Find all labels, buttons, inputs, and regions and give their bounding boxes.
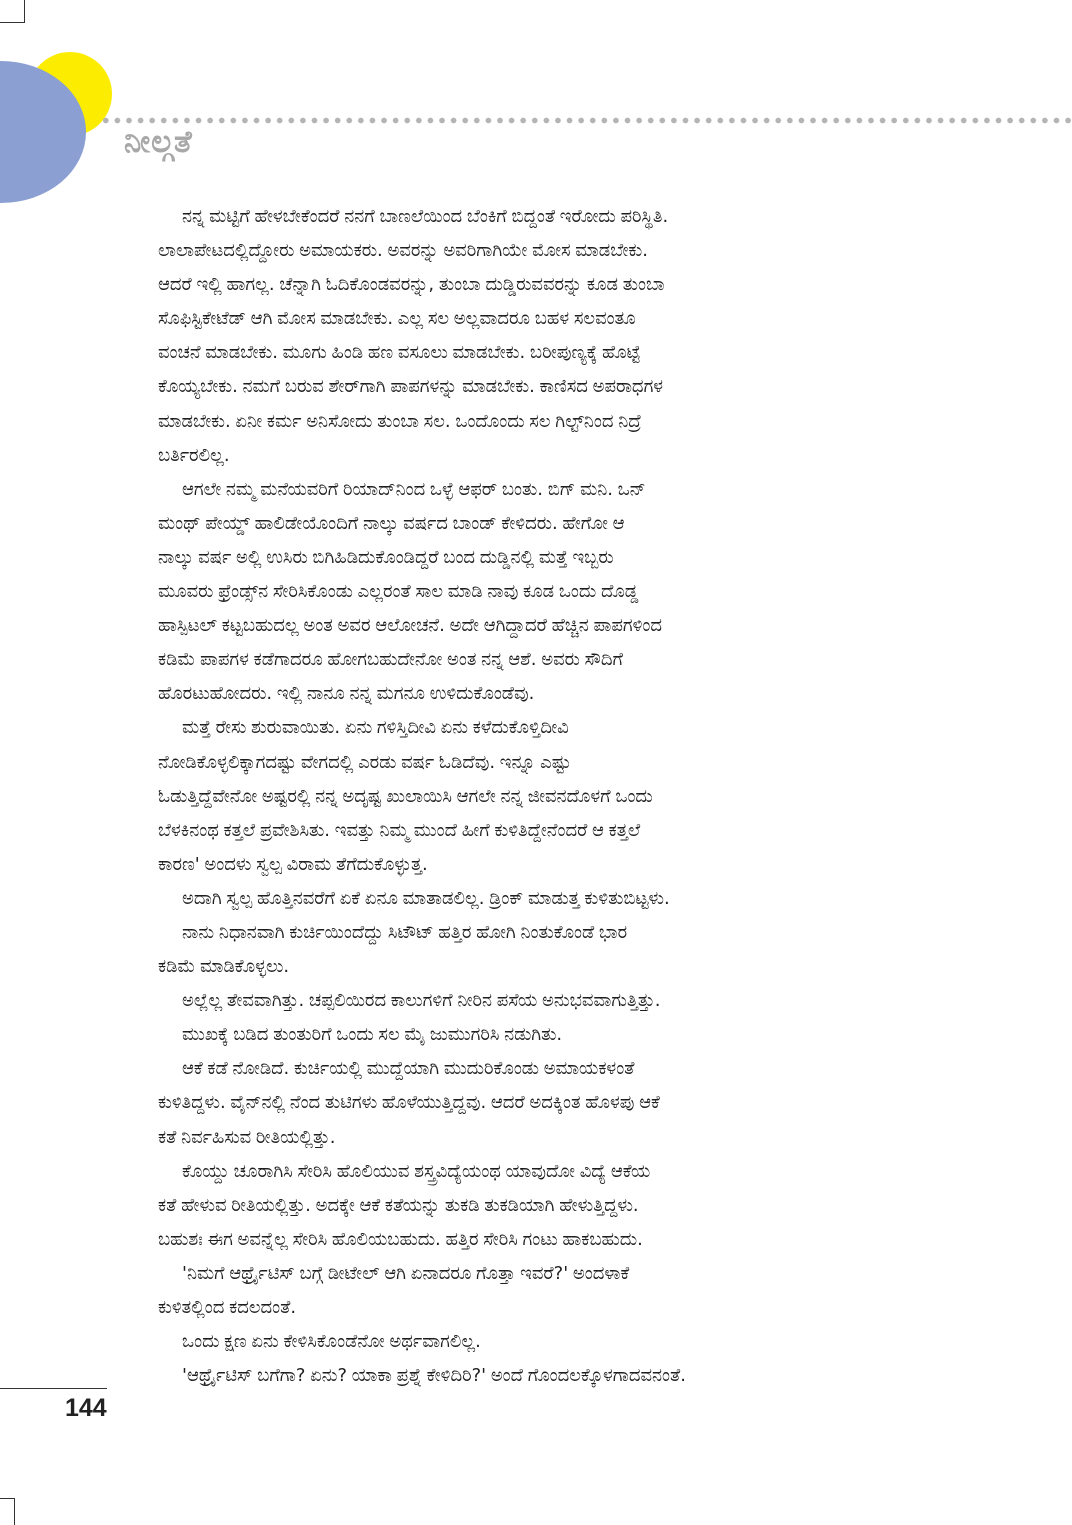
body-text-line: ನಾಲ್ಕು ವರ್ಷ ಅಲ್ಲಿ ಉಸಿರು ಬಿಗಿಹಿಡಿದುಕೊಂಡಿದ್ದರೆ ಬಂದ ದುಡ್ಡಿನಲ್ಲಿ ಮತ್ತೆ ಇಬ್ಬರು (158, 546, 614, 568)
body-text-line: 'ಆರ್ಥ್ರೈಟಿಸ್ ಬಗೆಗಾ? ಏನು? ಯಾಕಾ ಪ್ರಶ್ನೆ ಕೇಳಿದಿರಿ?' ಅಂದೆ ಗೊಂದಲಕ್ಕೊಳಗಾದವನಂತೆ. (182, 1365, 686, 1387)
crop-mark-top (0, 0, 25, 23)
body-text-line: ಕತೆ ಹೇಳುವ ರೀತಿಯಲ್ಲಿತ್ತು. ಅದಕ್ಕೇ ಆಕೆ ಕತೆಯನ್ನು ತುಕಡಿ ತುಕಡಿಯಾಗಿ ಹೇಳುತ್ತಿದ್ದಳು. (158, 1194, 639, 1216)
body-text-line: ಮುಖಕ್ಕೆ ಬಡಿದ ತುಂತುರಿಗೆ ಒಂದು ಸಲ ಮೈ ಜುಮುಗರಿಸಿ ನಡುಗಿತು. (182, 1024, 563, 1046)
body-text-line: 'ನಿಮಗೆ ಆರ್ಥ್ರೈಟಿಸ್ ಬಗ್ಗೆ ಡೀಟೇಲ್ ಆಗಿ ಏನಾದರೂ ಗೊತ್ತಾ ಇವರೆ?' ಅಂದಳಾಕೆ (182, 1262, 630, 1284)
body-text-line: ಮಾಡಬೇಕು. ಏನೀ ಕರ್ಮ ಅನಿಸೋದು ತುಂಬಾ ಸಲ. ಒಂದೊಂದು ಸಲ ಗಿಲ್ಟ್‌ನಿಂದ ನಿದ್ರೆ (158, 410, 642, 432)
body-text-line: ಆಗಲೇ ನಮ್ಮ ಮನೆಯವರಿಗೆ ರಿಯಾದ್‌ನಿಂದ ಒಳ್ಳೆ ಆಫರ್ ಬಂತು. ಬಿಗ್ ಮನಿ. ಒನ್ (182, 478, 646, 500)
body-text-line: ಮೂವರು ಫ್ರೆಂಡ್ಸ್‌ನ ಸೇರಿಸಿಕೊಂಡು ಎಲ್ಲರಂತೆ ಸಾಲ ಮಾಡಿ ನಾವು ಕೂಡ ಒಂದು ದೊಡ್ಡ (158, 581, 639, 603)
body-text-line: ಅಲ್ಲೆಲ್ಲ ತೇವವಾಗಿತ್ತು. ಚಪ್ಪಲಿಯಿರದ ಕಾಲುಗಳಿಗೆ ನೀರಿನ ಪಸೆಯ ಅನುಭವವಾಗುತ್ತಿತ್ತು. (182, 990, 661, 1012)
body-text-line: ಬೆಳಕಿನಂಥ ಕತ್ತಲೆ ಪ್ರವೇಶಿಸಿತು. ಇವತ್ತು ನಿಮ್ಮ ಮುಂದೆ ಹೀಗೆ ಕುಳಿತಿದ್ದೇನೆಂದರೆ ಆ ಕತ್ತಲೆ (158, 819, 641, 841)
body-text-line: ಕೊಯ್ಯಬೇಕು. ನಮಗೆ ಬರುವ ಶೇರ್‌ಗಾಗಿ ಪಾಪಗಳನ್ನು ಮಾಡಬೇಕು. ಕಾಣಿಸದ ಅಪರಾಧಗಳ (158, 376, 664, 398)
body-text-line: ಸೊಫಿಸ್ಟಿಕೇಟೆಡ್ ಆಗಿ ಮೋಸ ಮಾಡಬೇಕು. ಎಲ್ಲ ಸಲ ಅಲ್ಲವಾದರೂ ಬಹಳ ಸಲವಂತೂ (158, 308, 636, 330)
page-number: 144 (65, 1394, 107, 1422)
decorative-circles (0, 40, 120, 210)
body-text-line: ಮತ್ತೆ ರೇಸು ಶುರುವಾಯಿತು. ಏನು ಗಳಿಸ್ತಿದೀವಿ ಏನು ಕಳೆದುಕೊಳ್ತಿದೀವಿ (182, 717, 569, 739)
body-text-line: ಕಡಿಮೆ ಪಾಪಗಳ ಕಡೆಗಾದರೂ ಹೋಗಬಹುದೇನೋ ಅಂತ ನನ್ನ ಆಶೆ. ಅವರು ಸೌದಿಗೆ (158, 649, 623, 671)
body-text-line: ವಂಚನೆ ಮಾಡಬೇಕು. ಮೂಗು ಹಿಂಡಿ ಹಣ ವಸೂಲು ಮಾಡಬೇಕು. ಬರೀಪುಣ್ಯಕ್ಕೆ ಹೊಟ್ಟೆ (158, 342, 641, 364)
body-text-line: ಆಕೆ ಕಡೆ ನೋಡಿದೆ. ಕುರ್ಚಿಯಲ್ಲಿ ಮುದ್ದೆಯಾಗಿ ಮುದುರಿಕೊಂಡು ಅಮಾಯಕಳಂತೆ (182, 1058, 635, 1080)
body-text-line: ಓಡುತ್ತಿದ್ದೆವೇನೋ ಅಷ್ಟರಲ್ಲಿ ನನ್ನ ಅದೃಷ್ಟ ಖುಲಾಯಿಸಿ ಆಗಲೇ ನನ್ನ ಜೀವನದೊಳಗೆ ಒಂದು (158, 785, 653, 807)
body-text-line: ಕುಳಿತಲ್ಲಿಂದ ಕದಲದಂತೆ. (158, 1297, 297, 1318)
chapter-title: ನೀಲ್ಗತೆ (124, 124, 193, 160)
body-text-line: ಆದರೆ ಇಲ್ಲಿ ಹಾಗಲ್ಲ. ಚೆನ್ನಾಗಿ ಓದಿಕೊಂಡವರನ್ನು, ತುಂಬಾ ದುಡ್ಡಿರುವವರನ್ನು ಕೂಡ ತುಂಬಾ (158, 274, 665, 296)
body-text-line: ನೋಡಿಕೊಳ್ಳಲಿಕ್ಕಾಗದಷ್ಟು ವೇಗದಲ್ಲಿ ಎರಡು ವರ್ಷ ಓಡಿದೆವು. ಇನ್ನೂ ಎಷ್ಟು (158, 751, 571, 773)
body-text-line: ಬರ್ತಿರಲಿಲ್ಲ. (158, 444, 230, 466)
body-text-line: ಕುಳಿತಿದ್ದಳು. ವೈನ್‌ನಲ್ಲಿ ನೆಂದ ತುಟಿಗಳು ಹೊಳೆಯುತ್ತಿದ್ದವು. ಆದರೆ ಅದಕ್ಕಿಂತ ಹೊಳಪು ಆಕೆ (158, 1092, 660, 1114)
body-text-line: ಒಂದು ಕ್ಷಣ ಏನು ಕೇಳಿಸಿಕೊಂಡೆನೋ ಅರ್ಥವಾಗಲಿಲ್ಲ. (182, 1331, 481, 1353)
body-text-line: ನಾನು ನಿಧಾನವಾಗಿ ಕುರ್ಚಿಯಿಂದೆದ್ದು ಸಿಟೌಟ್ ಹತ್ತಿರ ಹೋಗಿ ನಿಂತುಕೊಂಡೆ ಭಾರ (182, 921, 628, 943)
body-text-line: ಹಾಸ್ಪಿಟಲ್ ಕಟ್ಟಬಹುದಲ್ಲ ಅಂತ ಅವರ ಆಲೋಚನೆ. ಅದೇ ಆಗಿದ್ದಾದರೆ ಹೆಚ್ಚಿನ ಪಾಪಗಳಿಂದ (158, 615, 663, 637)
body-text-line: ಕಾರಣ' ಅಂದಳು ಸ್ವಲ್ಪ ವಿರಾಮ ತೆಗೆದುಕೊಳ್ಳುತ್ತ. (158, 853, 428, 875)
body-text-line: ನನ್ನ ಮಟ್ಟಿಗೆ ಹೇಳಬೇಕೆಂದರೆ ನನಗೆ ಬಾಣಲೆಯಿಂದ ಬೆಂಕಿಗೆ ಬಿದ್ದಂತೆ ಇರೋದು ಪರಿಸ್ಥಿತಿ. (182, 206, 669, 227)
body-text-line: ಅದಾಗಿ ಸ್ವಲ್ಪ ಹೊತ್ತಿನವರೆಗೆ ಏಕೆ ಏನೂ ಮಾತಾಡಲಿಲ್ಲ. ಡ್ರಿಂಕ್ ಮಾಡುತ್ತ ಕುಳಿತುಬಿಟ್ಟಳು. (182, 887, 670, 909)
body-text-line: ಕತೆ ನಿರ್ವಹಿಸುವ ರೀತಿಯಲ್ಲಿತ್ತು. (158, 1126, 336, 1148)
body-text-line: ಬಹುಶಃ ಈಗ ಅವನ್ನೆಲ್ಲ ಸೇರಿಸಿ ಹೊಲಿಯಬಹುದು. ಹತ್ತಿರ ಸೇರಿಸಿ ಗಂಟು ಹಾಕಬಹುದು. (158, 1228, 643, 1250)
body-text-line: ಕಡಿಮೆ ಮಾಡಿಕೊಳ್ಳಲು. (158, 956, 290, 978)
body-text-line: ಲಾಲಾಪೇಟದಲ್ಲಿದ್ದೋರು ಅಮಾಯಕರು. ಅವರನ್ನು ಅವರಿಗಾಗಿಯೇ ಮೋಸ ಮಾಡಬೇಕು. (158, 240, 648, 262)
body-text-line: ಕೊಯ್ದು ಚೂರಾಗಿಸಿ ಸೇರಿಸಿ ಹೊಲಿಯುವ ಶಸ್ತ್ರವಿದ್ಯೆಯಂಥ ಯಾವುದೋ ವಿದ್ಯೆ ಆಕೆಯ (182, 1160, 651, 1182)
folio-rule (0, 1388, 107, 1389)
body-text-line: ಹೊರಟುಹೋದರು. ಇಲ್ಲಿ ನಾನೂ ನನ್ನ ಮಗನೂ ಉಳಿದುಕೊಂಡೆವು. (158, 683, 535, 705)
body-text-line: ಮಂಥ್ ಪೇಯ್ಡ್ ಹಾಲಿಡೇಯೊಂದಿಗೆ ನಾಲ್ಕು ವರ್ಷದ ಬಾಂಡ್ ಕೇಳಿದರು. ಹೇಗೋ ಆ (158, 512, 625, 534)
story-body (158, 200, 910, 1393)
crop-mark-bottom (0, 1498, 15, 1525)
dotted-header-rule (100, 117, 1072, 124)
